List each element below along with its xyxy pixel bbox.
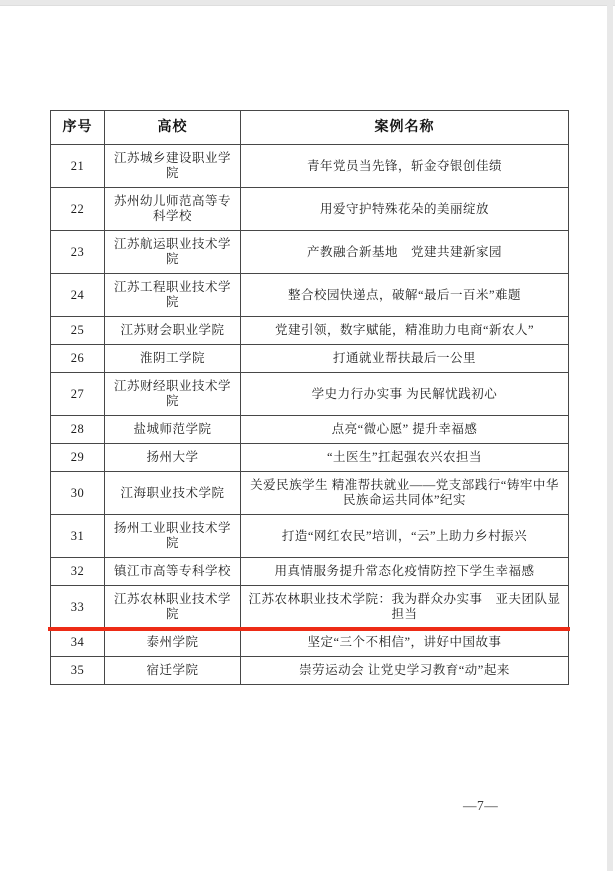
school-cell: 苏州幼儿师范高等专科学校 (105, 188, 241, 231)
table-row (51, 188, 569, 231)
row-number-cell: 35 (51, 657, 105, 685)
row-number-cell: 29 (51, 444, 105, 472)
school-cell: 淮阴工学院 (105, 345, 241, 373)
case-cell: 崇劳运动会 让党史学习教育“动”起来 (241, 657, 569, 685)
table-header-row (51, 111, 569, 145)
row-number-cell: 24 (51, 274, 105, 317)
red-underline-annotation (48, 627, 570, 631)
school-cell: 镇江市高等专科学校 (105, 558, 241, 586)
row-number-cell: 21 (51, 145, 105, 188)
case-cell: 党建引领，数字赋能，精准助力电商“新农人” (241, 317, 569, 345)
row-number-cell: 27 (51, 373, 105, 416)
school-cell: 江苏工程职业技术学院 (105, 274, 241, 317)
case-cell: 青年党员当先锋，斩金夺银创佳绩 (241, 145, 569, 188)
header-no: 序号 (51, 111, 105, 145)
table-row (51, 629, 569, 657)
case-cell: 用真情服务提升常态化疫情防控下学生幸福感 (241, 558, 569, 586)
table-row (51, 444, 569, 472)
row-number-cell: 32 (51, 558, 105, 586)
case-cell: 用爱守护特殊花朵的美丽绽放 (241, 188, 569, 231)
school-cell: 江苏财会职业学院 (105, 317, 241, 345)
case-table (50, 110, 569, 685)
row-number-cell: 23 (51, 231, 105, 274)
table-row (51, 274, 569, 317)
header-case: 案例名称 (241, 111, 569, 145)
school-cell: 江苏财经职业技术学院 (105, 373, 241, 416)
row-number-cell: 22 (51, 188, 105, 231)
table-row (51, 317, 569, 345)
page-number: —7— (463, 798, 499, 813)
row-number-cell: 30 (51, 472, 105, 515)
case-cell: 点亮“微心愿” 提升幸福感 (241, 416, 569, 444)
case-cell: “土医生”扛起强农兴农担当 (241, 444, 569, 472)
case-cell: 江苏农林职业技术学院：我为群众办实事 亚夫团队显担当 (241, 586, 569, 629)
row-number-cell: 31 (51, 515, 105, 558)
row-number-cell: 28 (51, 416, 105, 444)
case-cell: 关爱民族学生 精准帮扶就业——党支部践行“铸牢中华民族命运共同体”纪实 (241, 472, 569, 515)
row-number-cell: 25 (51, 317, 105, 345)
school-cell: 宿迁学院 (105, 657, 241, 685)
school-cell: 江苏城乡建设职业学院 (105, 145, 241, 188)
table-row (51, 145, 569, 188)
table-row (51, 416, 569, 444)
table-row (51, 231, 569, 274)
scan-edge-right (607, 0, 613, 871)
case-cell: 整合校园快递点，破解“最后一百米”难题 (241, 274, 569, 317)
table-row (51, 558, 569, 586)
case-cell: 坚定“三个不相信”，讲好中国故事 (241, 629, 569, 657)
row-number-cell: 33 (51, 586, 105, 629)
table-row (51, 472, 569, 515)
table-row (51, 586, 569, 629)
table-row (51, 657, 569, 685)
school-cell: 盐城师范学院 (105, 416, 241, 444)
row-number-cell: 26 (51, 345, 105, 373)
table-row (51, 515, 569, 558)
table-row (51, 373, 569, 416)
row-number-cell: 34 (51, 629, 105, 657)
school-cell: 扬州大学 (105, 444, 241, 472)
case-cell: 打造“网红农民”培训，“云”上助力乡村振兴 (241, 515, 569, 558)
school-cell: 扬州工业职业技术学院 (105, 515, 241, 558)
table-row (51, 345, 569, 373)
case-cell: 产教融合新基地 党建共建新家园 (241, 231, 569, 274)
school-cell: 泰州学院 (105, 629, 241, 657)
scan-edge-top (0, 0, 615, 6)
school-cell: 江苏航运职业技术学院 (105, 231, 241, 274)
case-cell: 学史力行办实事 为民解忧践初心 (241, 373, 569, 416)
school-cell: 江苏农林职业技术学院 (105, 586, 241, 629)
school-cell: 江海职业技术学院 (105, 472, 241, 515)
case-cell: 打通就业帮扶最后一公里 (241, 345, 569, 373)
header-school: 高校 (105, 111, 241, 145)
